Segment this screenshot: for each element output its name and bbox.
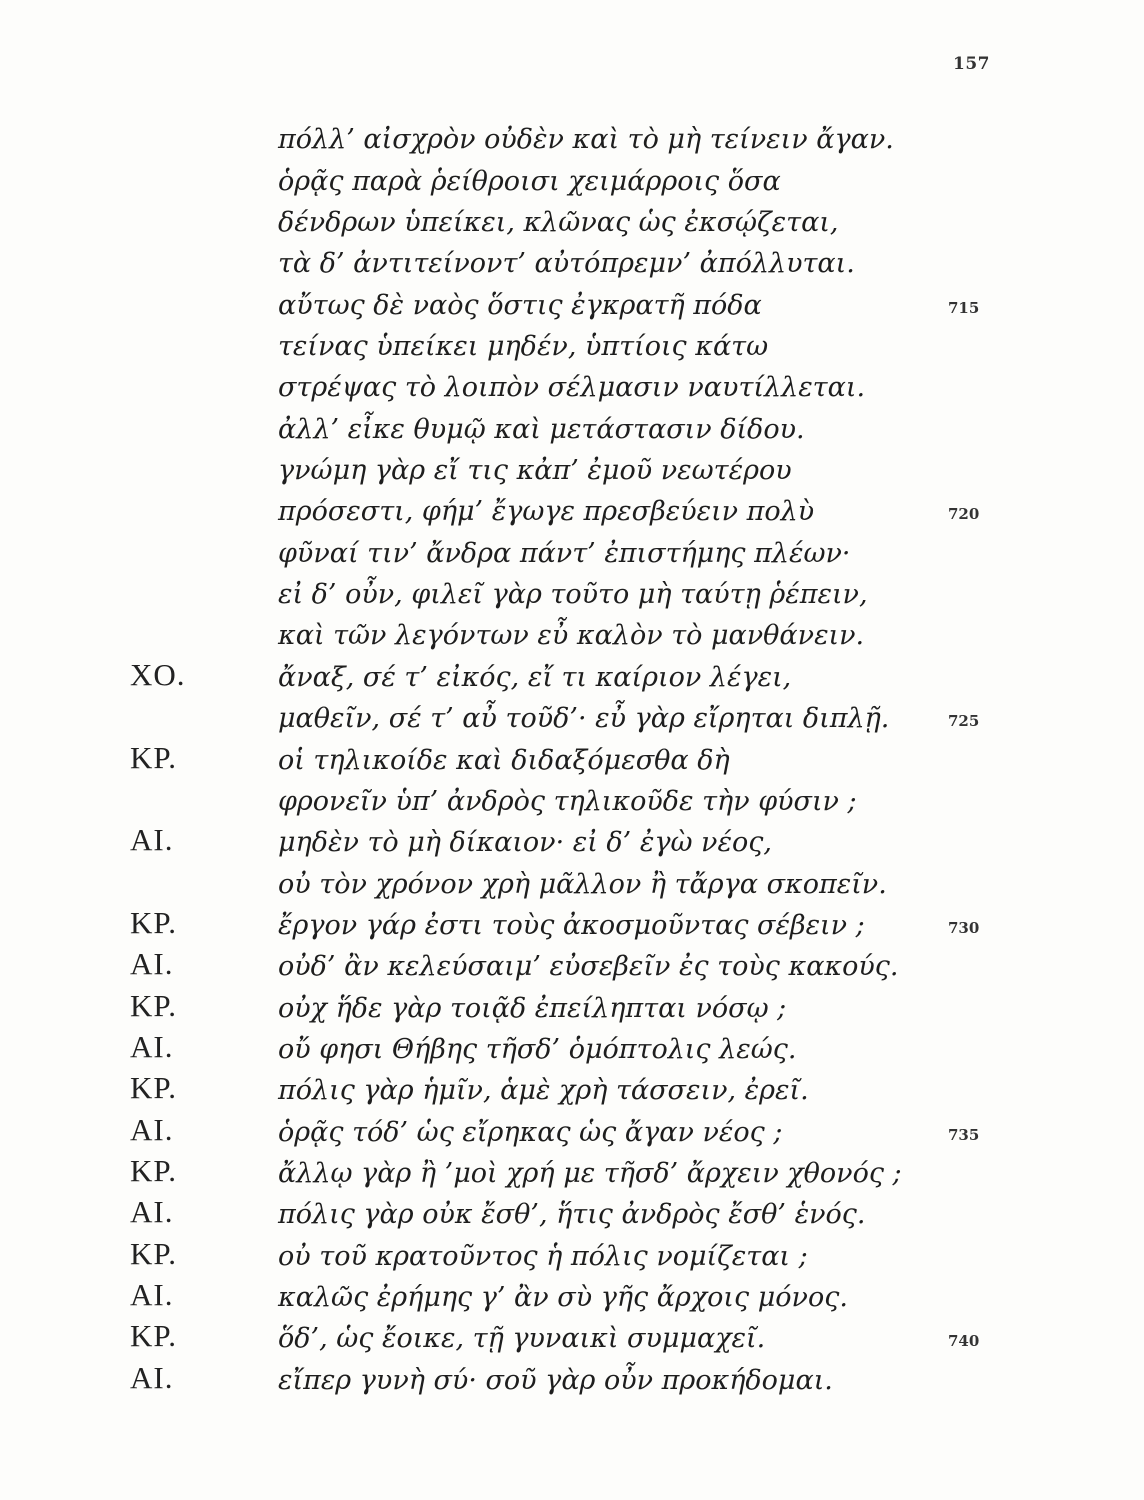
verse-line	[0, 285, 1144, 326]
verse-text: αὔτως δὲ ναὸς ὅστις ἐγκρατῆ πόδα	[278, 289, 762, 321]
verse-line	[0, 988, 1144, 1029]
speaker-label: ΚΡ.	[130, 1235, 177, 1271]
line-number: 715	[948, 298, 980, 317]
verse-text: οἱ τηλικοίδε καὶ διδαξόμεσθα δὴ	[278, 744, 730, 776]
verse-text: φῦναί τιν’ ἄνδρα πάντ’ ἐπιστήμης πλέων·	[278, 537, 851, 569]
verse-line	[0, 120, 1144, 161]
speaker-label: ΚΡ.	[130, 1070, 177, 1106]
verse-line	[0, 203, 1144, 244]
verse-text: οὔ φησι Θήβης τῆσδ’ ὁμόπτολις λεώς.	[278, 1033, 797, 1065]
speaker-label: ΑΙ.	[130, 1276, 174, 1312]
verse-line	[0, 657, 1144, 698]
speaker-label: ΑΙ.	[130, 1028, 174, 1064]
verse-line	[0, 1154, 1144, 1195]
verse-text: πόλλ’ αἰσχρὸν οὐδὲν καὶ τὸ μὴ τείνειν ἄγαν.	[278, 124, 894, 156]
verse-text: τὰ δ’ ἀντιτείνοντ’ αὐτόπρεμν’ ἀπόλλυται.	[278, 248, 855, 280]
speaker-label: ΑΙ.	[130, 1359, 174, 1395]
verse-text: τείνας ὑπείκει μηδέν, ὑπτίοις κάτω	[278, 331, 769, 363]
speaker-label: ΧΟ.	[130, 656, 186, 692]
speaker-label: ΑΙ.	[130, 822, 174, 858]
verse-block	[0, 120, 1144, 1402]
verse-text: στρέψας τὸ λοιπὸν σέλμασιν ναυτίλλεται.	[278, 372, 866, 404]
verse-line	[0, 1195, 1144, 1236]
verse-text: οὐχ ἥδε γὰρ τοιᾷδ ἐπείληπται νόσῳ ;	[278, 992, 787, 1024]
verse-text: οὐ τὸν χρόνον χρὴ μᾶλλον ἢ τἄργα σκοπεῖν.	[278, 868, 887, 900]
speaker-label: ΚΡ.	[130, 904, 177, 940]
speaker-label: ΚΡ.	[130, 1318, 177, 1354]
verse-line	[0, 409, 1144, 450]
verse-text: οὐδ’ ἂν κελεύσαιμ’ εὐσεβεῖν ἐς τοὺς κακούς.	[278, 951, 899, 983]
line-number: 730	[948, 918, 980, 937]
verse-line	[0, 575, 1144, 616]
verse-line	[0, 699, 1144, 740]
verse-line	[0, 1030, 1144, 1071]
verse-text: μηδὲν τὸ μὴ δίκαιον· εἰ δ’ ἐγὼ νέος,	[278, 827, 772, 859]
speaker-label: ΚΡ.	[130, 739, 177, 775]
verse-line	[0, 1071, 1144, 1112]
verse-line	[0, 161, 1144, 202]
speaker-label: ΑΙ.	[130, 1194, 174, 1230]
verse-text: ὁρᾷς παρὰ ῥείθροισι χειμάρροις ὅσα	[278, 165, 781, 197]
speaker-label: ΚΡ.	[130, 987, 177, 1023]
verse-line	[0, 823, 1144, 864]
verse-line	[0, 492, 1144, 533]
verse-text: ἀλλ’ εἶκε θυμῷ καὶ μετάστασιν δίδου.	[278, 413, 805, 445]
verse-text: πρόσεστι, φήμ’ ἔγωγε πρεσβεύειν πολὺ	[278, 496, 815, 528]
verse-line	[0, 740, 1144, 781]
verse-text: ἄναξ, σέ τ’ εἰκός, εἴ τι καίριον λέγει,	[278, 661, 792, 693]
verse-text: οὐ τοῦ κρατοῦντος ἡ πόλις νομίζεται ;	[278, 1240, 808, 1272]
verse-line	[0, 616, 1144, 657]
verse-text: πόλις γὰρ ἡμῖν, ἁμὲ χρὴ τάσσειν, ἐρεῖ.	[278, 1075, 809, 1107]
verse-line	[0, 947, 1144, 988]
verse-text: πόλις γὰρ οὐκ ἔσθ’, ἥτις ἀνδρὸς ἔσθ’ ἑνός.	[278, 1199, 866, 1231]
line-number: 725	[948, 712, 980, 731]
verse-line	[0, 782, 1144, 823]
verse-line	[0, 327, 1144, 368]
verse-text: εἰ δ’ οὖν, φιλεῖ γὰρ τοῦτο μὴ ταύτῃ ῥέπειν,	[278, 579, 868, 611]
speaker-label: ΑΙ.	[130, 1111, 174, 1147]
verse-text: καὶ τῶν λεγόντων εὖ καλὸν τὸ μανθάνειν.	[278, 620, 865, 652]
line-number: 720	[948, 505, 980, 524]
verse-text: εἴπερ γυνὴ σύ· σοῦ γὰρ οὖν προκήδομαι.	[278, 1364, 833, 1396]
verse-line	[0, 451, 1144, 492]
line-number: 735	[948, 1125, 980, 1144]
verse-text: δένδρων ὑπείκει, κλῶνας ὡς ἐκσῴζεται,	[278, 207, 839, 239]
verse-line	[0, 906, 1144, 947]
verse-line	[0, 1236, 1144, 1277]
page-number: 157	[953, 54, 990, 74]
verse-text: καλῶς ἐρήμης γ’ ἂν σὺ γῆς ἄρχοις μόνος.	[278, 1281, 848, 1313]
verse-text: ἔργον γάρ ἐστι τοὺς ἀκοσμοῦντας σέβειν ;	[278, 909, 865, 941]
verse-text: γνώμη γὰρ εἴ τις κἀπ’ ἐμοῦ νεωτέρου	[278, 455, 792, 487]
verse-line	[0, 864, 1144, 905]
line-number: 740	[948, 1332, 980, 1351]
verse-text: ἄλλῳ γὰρ ἢ ’μοὶ χρή με τῆσδ’ ἄρχειν χθονός ;	[278, 1157, 902, 1189]
speaker-label: ΚΡ.	[130, 1152, 177, 1188]
verse-text: ὁρᾷς τόδ’ ὡς εἴρηκας ὡς ἄγαν νέος ;	[278, 1116, 783, 1148]
verse-text: φρονεῖν ὑπ’ ἀνδρὸς τηλικοῦδε τὴν φύσιν ;	[278, 785, 857, 817]
verse-line	[0, 368, 1144, 409]
verse-text: μαθεῖν, σέ τ’ αὖ τοῦδ’· εὖ γὰρ εἴρηται διπλῇ.	[278, 703, 890, 735]
verse-text: ὅδ’, ὡς ἔοικε, τῇ γυναικὶ συμμαχεῖ.	[278, 1323, 766, 1355]
speaker-label: ΑΙ.	[130, 946, 174, 982]
verse-line	[0, 244, 1144, 285]
verse-line	[0, 1319, 1144, 1360]
verse-line	[0, 533, 1144, 574]
verse-line	[0, 1360, 1144, 1401]
verse-line	[0, 1278, 1144, 1319]
verse-line	[0, 1112, 1144, 1153]
